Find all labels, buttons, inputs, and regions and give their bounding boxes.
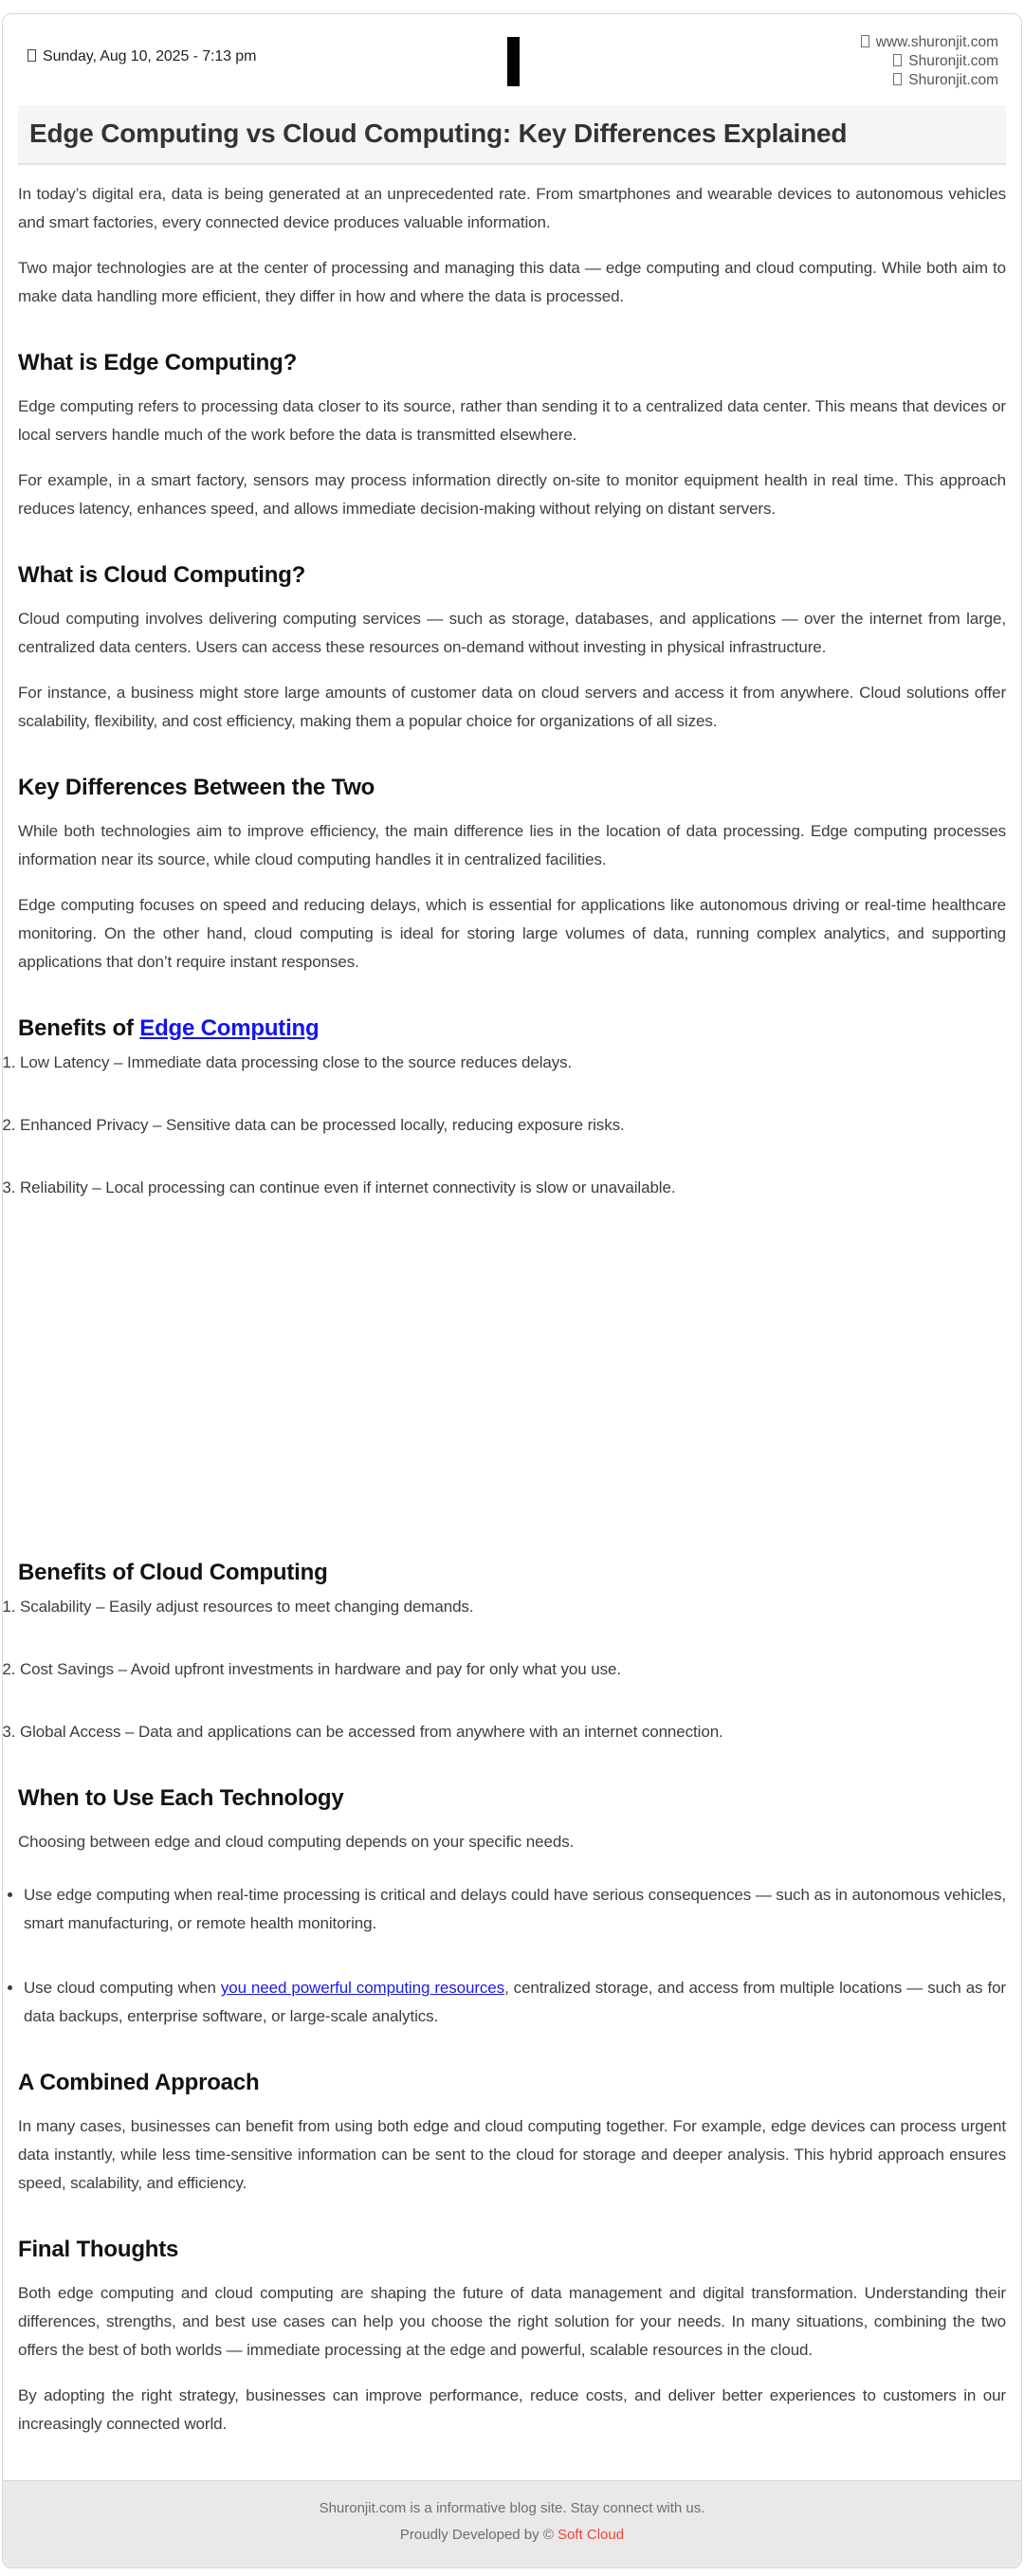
site-logo-bar[interactable] — [507, 37, 520, 86]
date-display — [27, 33, 456, 65]
paragraph: Edge computing refers to processing data closer to its source, rather than sending it to a centralized data center. This means that devices or local servers handle much of the work before the data is transmitted elsewhere. — [18, 397, 1006, 444]
list-item: 1. Low Latency – Immediate data processing close to the source reduces delays. — [20, 1049, 1006, 1077]
content-area — [3, 105, 1021, 2480]
header-links — [570, 33, 998, 90]
section-heading-edge: What is Edge Computing? — [18, 350, 298, 375]
section-heading-final: Final Thoughts — [18, 2237, 179, 2262]
list-item: 3. Reliability – Local processing can continue even if internet connectivity is slow or unavailable. — [20, 1174, 1006, 1202]
content-gap — [18, 1236, 1006, 1521]
paragraph: Choosing between edge and cloud computing depends on your specific needs. — [18, 1833, 575, 1851]
paragraph: Cloud computing involves delivering computing services — such as storage, databases, and applications — over the internet from large, centralized data centers. Users can access these resources on-demand without investing in physical infrastructure. — [18, 610, 1006, 656]
footer-tagline: Shuronjit.com is a informative blog site. Stay connect with us. — [319, 2500, 705, 2516]
list-item: • Use edge computing when real-time processing is critical and delays could have serious consequences — such as in autonomous vehicles, smart manufacturing, or remote health monitoring. — [24, 1881, 1006, 1938]
date-text: Sunday, Aug 10, 2025 - 7:13 pm — [43, 48, 257, 64]
list-item: • Use cloud computing when you need powerful computing resources, centralized storage, and access from multiple locations — such as for data backups, enterprise software, or large-scale analytics. — [24, 1974, 1006, 2031]
page-title: Edge Computing vs Cloud Computing: Key Differences Explained — [29, 119, 848, 148]
computing-resources-link[interactable]: you need powerful computing resources — [220, 1979, 505, 1997]
edge-benefits-list — [5, 1049, 1006, 1202]
paragraph: For instance, a business might store large amounts of customer data on cloud servers and access it from anywhere. Cloud solutions offer scalability, flexibility, and cost efficiency, making them a popular choice for organizations of all sizes. — [18, 684, 1006, 730]
site-footer — [3, 2480, 1021, 2567]
social-icon-1 — [893, 54, 902, 66]
clock-icon — [27, 49, 36, 62]
section-heading-cloud: What is Cloud Computing? — [18, 562, 306, 588]
social-link-1[interactable]: Shuronjit.com — [570, 52, 998, 71]
title-bar — [18, 105, 1006, 165]
list-item: 3. Global Access – Data and applications can be accessed from anywhere with an internet connection. — [20, 1718, 1006, 1746]
paragraph: In many cases, businesses can benefit from using both edge and cloud computing together. For example, edge devices can process urgent data instantly, while less time-sensitive information can be sent to the cloud for storage and deeper analysis. This hybrid approach ensures speed, scalability, and efficiency. — [18, 2117, 1006, 2192]
list-item: 2. Cost Savings – Avoid upfront investments in hardware and pay for only what you use. — [20, 1655, 1006, 1684]
site-url-link[interactable]: www.shuronjit.com — [570, 33, 998, 52]
section-heading-benefits-cloud: Benefits of Cloud Computing — [18, 1560, 328, 1585]
site-header — [3, 14, 1021, 103]
list-item: 1. Scalability – Easily adjust resources to meet changing demands. — [20, 1593, 1006, 1621]
use-cases-list — [10, 1881, 1006, 2031]
social-link-2[interactable]: Shuronjit.com — [570, 71, 998, 90]
footer-credit: Proudly Developed by © Soft Cloud — [399, 2527, 625, 2543]
paragraph: Both edge computing and cloud computing are shaping the future of data management and digital transformation. Understanding their differences, strengths, and best use cases can help you choose the right solution for your needs. In many situations, combining the two offers the best of both worlds — immediate processing at the edge and powerful, scalable resources in the cloud. — [18, 2284, 1006, 2359]
section-heading-when: When to Use Each Technology — [18, 1785, 344, 1811]
logo-wrap — [456, 33, 570, 86]
section-heading-benefits-edge: Benefits of Edge Computing — [18, 1015, 320, 1041]
soft-cloud-link[interactable]: Soft Cloud — [558, 2527, 625, 2543]
article-body — [18, 180, 1006, 2439]
globe-icon — [861, 35, 869, 47]
intro-paragraph: Two major technologies are at the center of processing and managing this data — edge computing and cloud computing. While both aim to make data handling more efficient, they differ in how and where the data is processed. — [18, 259, 1006, 305]
paragraph: While both technologies aim to improve efficiency, the main difference lies in the location of data processing. Edge computing processes information near its source, while cloud computing handles it in centralized facilities. — [18, 822, 1006, 868]
cloud-benefits-list — [5, 1593, 1006, 1746]
section-heading-differences: Key Differences Between the Two — [18, 775, 375, 800]
social-icon-2 — [893, 73, 902, 85]
intro-paragraph: In today’s digital era, data is being generated at an unprecedented rate. From smartphones and wearable devices to autonomous vehicles and smart factories, every connected device produces valuable information. — [18, 185, 1006, 231]
page-card — [2, 13, 1022, 2568]
paragraph: By adopting the right strategy, businesses can improve performance, reduce costs, and deliver better experiences to customers in our increasingly connected world. — [18, 2386, 1006, 2433]
edge-computing-link[interactable]: Edge Computing — [139, 1015, 320, 1041]
list-item: 2. Enhanced Privacy – Sensitive data can be processed locally, reducing exposure risks. — [20, 1111, 1006, 1140]
paragraph: For example, in a smart factory, sensors may process information directly on-site to monitor equipment health in real time. This approach reduces latency, enhances speed, and allows immediate decision-making without relying on distant servers. — [18, 471, 1006, 518]
section-heading-combined: A Combined Approach — [18, 2070, 260, 2095]
paragraph: Edge computing focuses on speed and reducing delays, which is essential for applications like autonomous driving or real-time healthcare monitoring. On the other hand, cloud computing is ideal for storing large volumes of data, running complex analytics, and supporting applications that don’t require instant responses. — [18, 896, 1006, 971]
